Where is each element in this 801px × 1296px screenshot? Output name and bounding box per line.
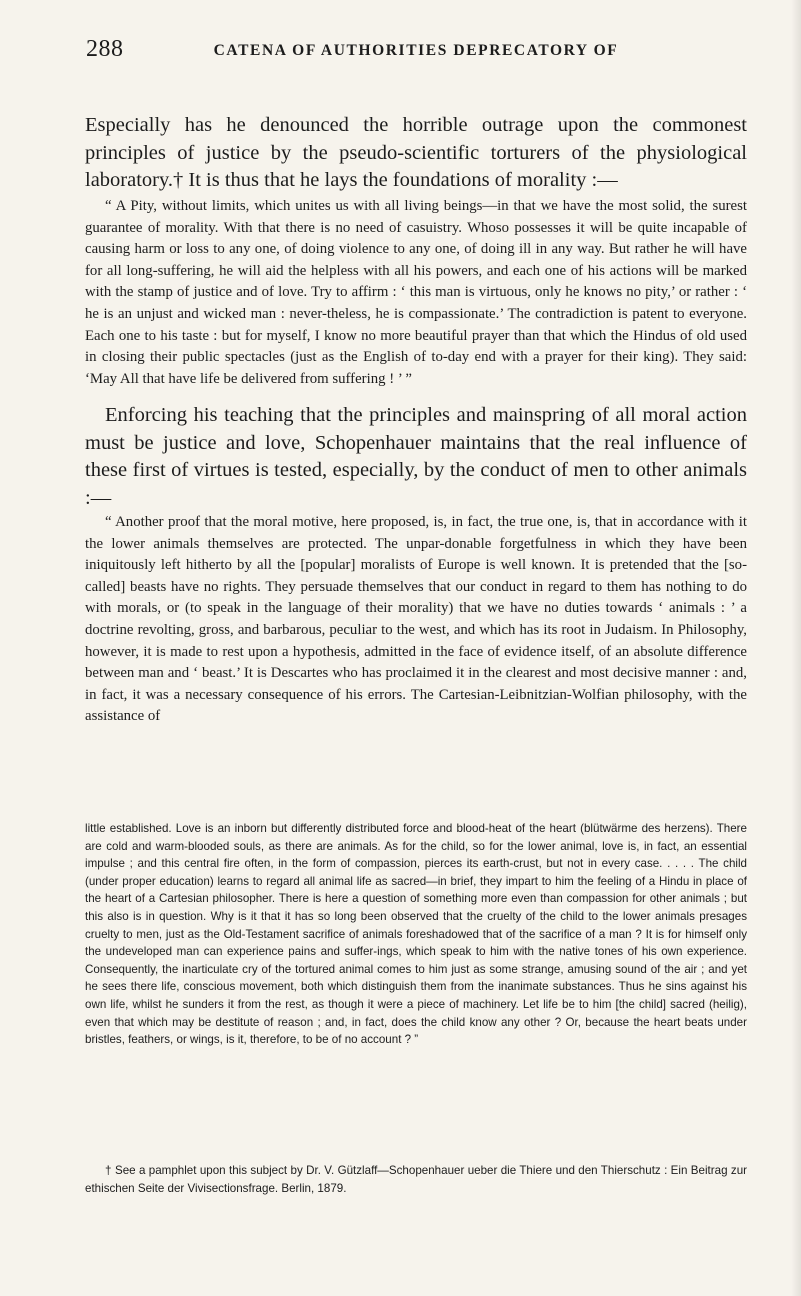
quotation-pity bbox=[85, 196, 747, 390]
quotation-animals bbox=[85, 512, 747, 728]
footnote-text: little established. Love is an inborn but differently distributed force and blood-heat of the heart (blütwärme des herzens). There are cold and warm-blooded souls, as there are animals. As for the child, so for the lower animal, love is, in fact, an essential impulse ; and this central fire often, in the form of compassion, pierces its earth-crust, but not in every case. . . . . The child (under proper education) learns to regard all animal life as sacred—in brief, they impart to him the feeling of a Hindu in place of the heart of a Cartesian philosopher. There is here a question of something more even than compassion for other animals ; but this also is in question. Why is it that it has so long been observed that the cruelty of the child to the lower animals presages cruelty to men, just as the Old-Testament sacrifice of animals foreshadowed that of the sacrifice of a man ? It is for himself only the undeveloped man can experience pains and suffer-ings, which speak to him with the native tones of his own experience. Consequently, the inarticulate cry of the tortured animal comes to him just as some strange, amusing sound of the air ; and yet he sees there life, conscious movement, both which distinguish them from the inanimate substances. Thus he sins against his own life, whilst he sunders it from the rest, as though it were a piece of machinery. Let life be to him [the child] sacred (heilig), even that which may be destitute of reason ; and, in fact, does the child know any other ? Or, because the heart beats under bristles, feathers, or wings, is it, therefore, to be of no account ? ” bbox=[85, 822, 747, 1047]
paragraph-intro bbox=[85, 112, 747, 195]
footnote-continued bbox=[85, 820, 747, 1049]
page-header bbox=[86, 36, 746, 64]
footnote-text: † See a pamphlet upon this subject by Dr. V. Gützlaff—Schopenhauer ueber die Thiere und den Thierschutz : Ein Beitrag zur ethischen Seite der Vivisectionsfrage. Berlin, 1879. bbox=[85, 1164, 747, 1195]
page-edge-shadow bbox=[791, 0, 801, 1296]
body-text: Enforcing his teaching that the principles and mainspring of all moral action must be justice and love, Schopenhauer maintains that the real influence of these first of virtues is tested, especially, by the conduct of men to other animals :— bbox=[85, 404, 747, 509]
footnote-dagger bbox=[85, 1162, 747, 1197]
page-number: 288 bbox=[86, 36, 124, 62]
quote-text: “ A Pity, without limits, which unites us with all living beings—in that we have the most solid, the surest guarantee of morality. With that there is no need of casuistry. Whoso possesses it will be quite incapable of causing harm or loss to any one, of doing violence to any one, of doing ill in any way. But rather he will have for all long-suffering, he will aid the helpless with all his powers, and each one of his actions will be marked with the stamp of justice and of love. Try to affirm : ‘ this man is virtuous, only he knows no pity,’ or rather : ‘ he is an unjust and wicked man : never-theless, he is compassionate.’ The contradiction is patent to everyone. Each one to his taste : but for myself, I know no more beautiful prayer than that which the Hindus of old used in closing their public spectacles (just as the English of to-day end with a prayer for their king). They said: ‘May All that have life be delivered from suffering ! ’ ” bbox=[85, 198, 747, 387]
quote-text: “ Another proof that the moral motive, here proposed, is, in fact, the true one, is, that in accordance with it the lower animals themselves are protected. The unpar-donable forgetfulness in which they have been iniquitously left hitherto by all the [popular] moralists of Europe is well known. It is pretended that the [so-called] beasts have no rights. They persuade themselves that our conduct in regard to them has nothing to do with morals, or (to speak in the language of their morality) that we have no duties towards ‘ animals : ’ a doctrine revolting, gross, and barbarous, peculiar to the west, and which has its root in Judaism. In Philosophy, however, it is made to rest upon a hypothesis, admitted in the face of evidence itself, of an absolute difference between man and ‘ beast.’ It is Descartes who has proclaimed it in the clearest and most decisive manner : and, in fact, it was a necessary consequence of his errors. The Cartesian-Leibnitzian-Wolfian philosophy, with the assistance of bbox=[85, 514, 747, 725]
running-title: CATENA OF AUTHORITIES DEPRECATORY OF bbox=[213, 42, 619, 59]
body-text: Especially has he denounced the horrible outrage upon the commonest principles of justice by the pseudo-scientific torturers of the physiological laboratory.† It is thus that he lays the foundations of morality :— bbox=[85, 114, 747, 191]
paragraph-enforcing bbox=[85, 402, 747, 512]
